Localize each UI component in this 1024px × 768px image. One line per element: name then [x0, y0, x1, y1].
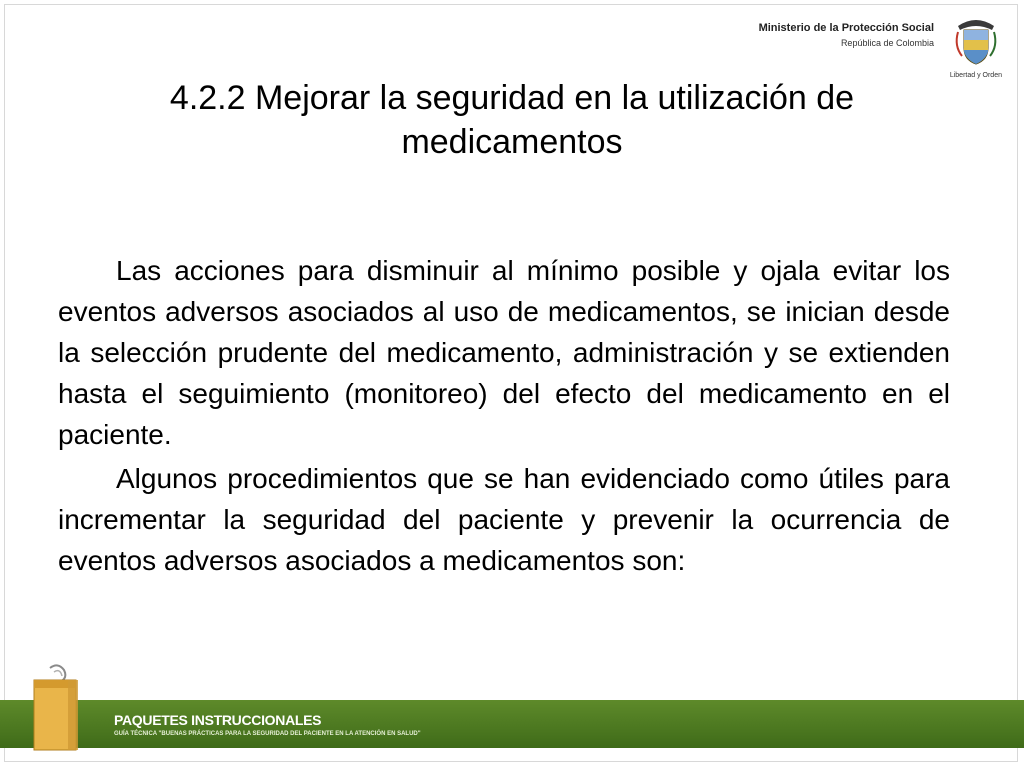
- slide-title: [0, 76, 1024, 164]
- footer-title: PAQUETES INSTRUCCIONALES: [114, 712, 322, 728]
- colombia-coat-of-arms-icon: [952, 16, 1000, 68]
- paper-bag-icon: [28, 664, 86, 754]
- ministry-motto: Libertad y Orden: [949, 72, 1002, 79]
- slide-body: [58, 250, 950, 581]
- title-line-1: 4.2.2 Mejorar la seguridad en la utilización de: [169, 79, 855, 117]
- ministry-country: República de Colombia: [840, 38, 934, 48]
- footer-subtitle: GUÍA TÉCNICA "BUENAS PRÁCTICAS PARA LA SEGURIDAD DEL PACIENTE EN LA ATENCIÓN EN SALUD": [114, 731, 421, 737]
- paragraph-1: Las acciones para disminuir al mínimo posible y ojala evitar los eventos adversos asociados al uso de medicamentos, se inician desde la selección prudente del medicamento, administración y se extienden hasta el seguimiento (monitoreo) del efecto del medicamento en el paciente.: [58, 255, 950, 450]
- paragraph-2: Algunos procedimientos que se han evidenciado como útiles para incrementar la seguridad del paciente y prevenir la ocurrencia de eventos adversos asociados a medicamentos son:: [58, 463, 950, 576]
- ministry-name: Ministerio de la Protección Social: [758, 22, 934, 34]
- title-line-2: medicamentos: [401, 123, 623, 161]
